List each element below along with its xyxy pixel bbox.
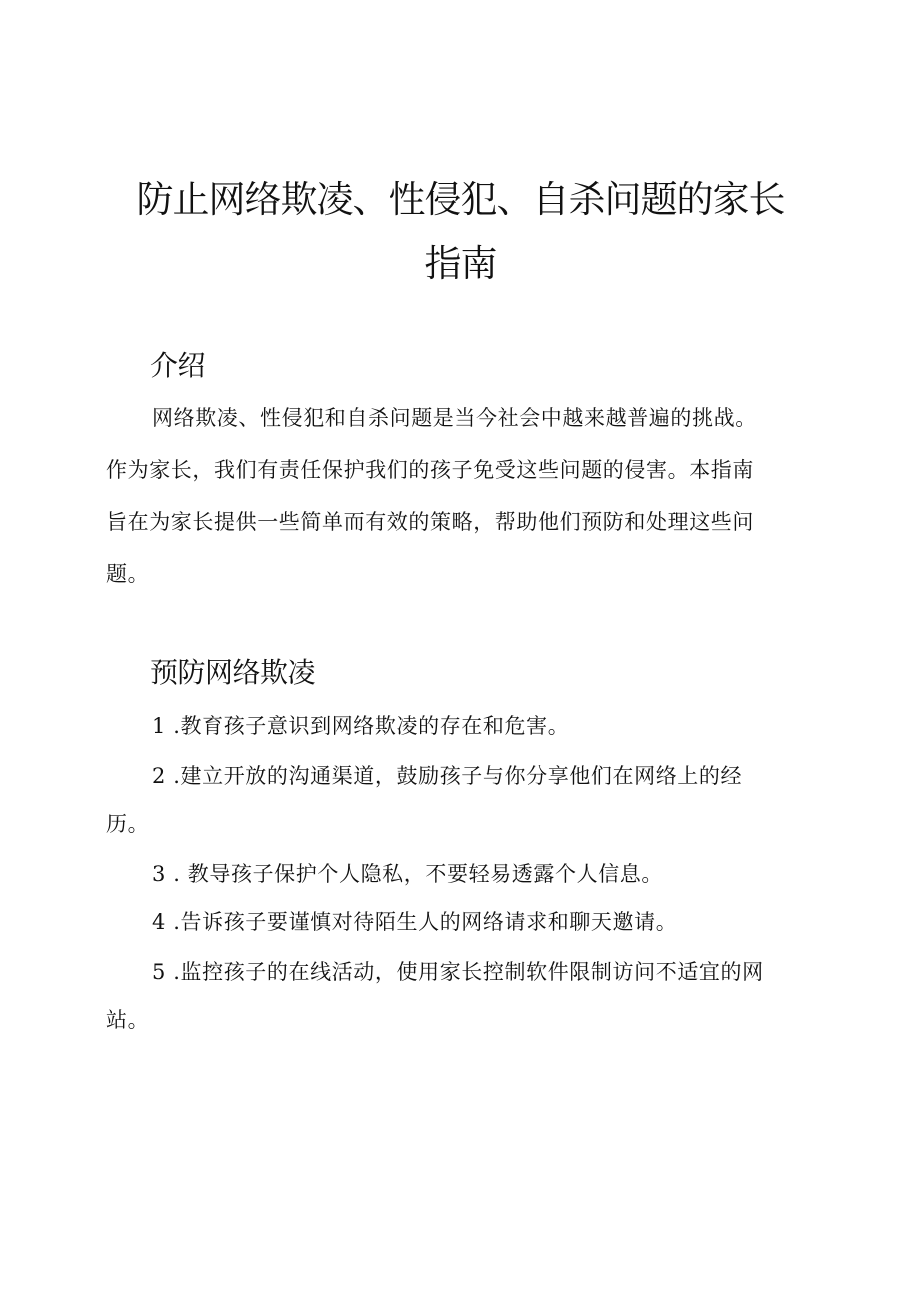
list-item-line: 3 . 教导孩子保护个人隐私，不要轻易透露个人信息。 <box>152 862 663 886</box>
paragraph-line: 旨在为家长提供一些简单而有效的策略，帮助他们预防和处理这些问 <box>106 510 754 534</box>
paragraph-line: 网络欺凌、性侵犯和自杀问题是当今社会中越来越普遍的挑战。 <box>152 406 757 430</box>
title-line: 防止网络欺凌、性侵犯、自杀问题的家长 <box>136 178 785 221</box>
list-item <box>106 898 816 946</box>
title-line: 指南 <box>424 242 497 285</box>
list-item <box>106 850 816 898</box>
paragraph-line: 题。 <box>106 562 150 586</box>
section-heading-prevent-cyberbullying: 预防网络欺凌 <box>150 656 316 689</box>
list-item-line: 历。 <box>106 812 150 836</box>
list-item-line: 4 .告诉孩子要谨慎对待陌生人的网络请求和聊天邀请。 <box>152 910 678 934</box>
list-item <box>106 702 816 750</box>
list-item-line: 站。 <box>106 1008 150 1032</box>
intro-paragraph <box>106 392 810 600</box>
paragraph-line: 作为家长，我们有责任保护我们的孩子免受这些问题的侵害。本指南 <box>106 458 754 482</box>
document-title <box>118 168 803 296</box>
list-item-line: 5 .监控孩子的在线活动，使用家长控制软件限制访问不适宜的网 <box>152 960 764 984</box>
list-item <box>106 948 816 1044</box>
list-item-line: 1 .教育孩子意识到网络欺凌的存在和危害。 <box>152 714 570 738</box>
list-item <box>106 752 816 848</box>
list-item-line: 2 .建立开放的沟通渠道，鼓励孩子与你分享他们在网络上的经 <box>152 764 743 788</box>
section-heading-intro: 介绍 <box>150 349 206 382</box>
